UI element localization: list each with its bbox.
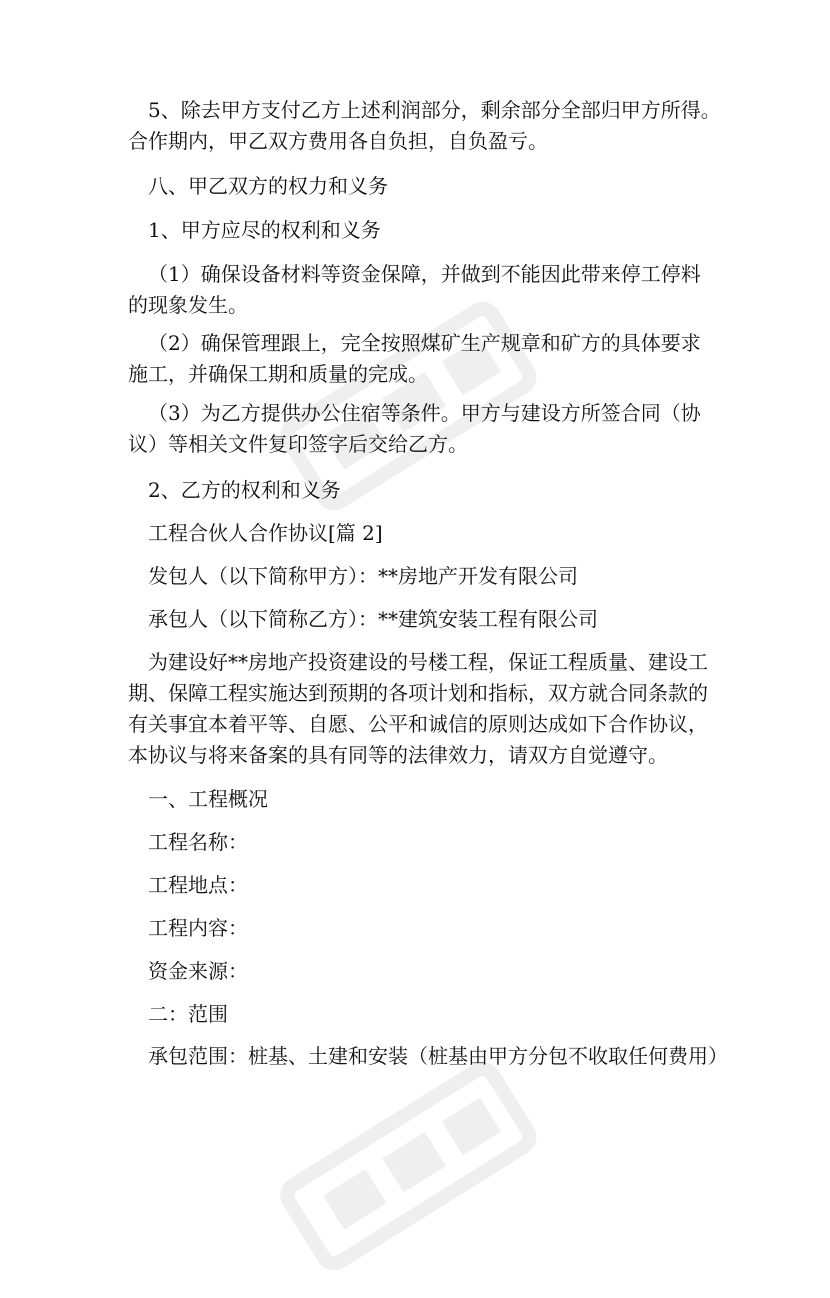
paragraph-line: 合作期内，甲乙双方费用各自负担，自负盈亏。	[128, 129, 548, 153]
field-project-content: 工程内容：	[148, 916, 248, 940]
paragraph-line: （2）确保管理跟上，完全按照煤矿生产规章和矿方的具体要求	[148, 331, 701, 355]
paragraph-item-1	[128, 259, 701, 321]
paragraph-line: 期、保障工程实施达到预期的各项计划和指标，双方就合同条款的	[128, 681, 708, 705]
subsection-heading-party-b: 2、乙方的权利和义务	[148, 478, 341, 502]
section-heading-overview: 一、工程概况	[148, 787, 268, 811]
paragraph-line: （1）确保设备材料等资金保障，并做到不能因此带来停工停料	[148, 262, 701, 286]
watermark-logo-icon	[260, 1033, 560, 1298]
paragraph-line: 的现象发生。	[128, 293, 248, 317]
paragraph-line: 5、除去甲方支付乙方上述利润部分，剩余部分全部归甲方所得。	[148, 98, 721, 122]
paragraph-line: 为建设好**房地产投资建设的号楼工程，保证工程质量、建设工	[148, 650, 708, 674]
paragraph-item-2	[128, 328, 701, 390]
paragraph-line: 有关事宜本着平等、自愿、公平和诚信的原则达成如下合作协议，	[128, 712, 708, 736]
contractor-line: 承包人（以下简称乙方）：**建筑安装工程有限公司	[148, 607, 598, 631]
paragraph-line: （3）为乙方提供办公住宿等条件。甲方与建设方所签合同（协	[148, 401, 701, 425]
field-project-name: 工程名称：	[148, 830, 248, 854]
field-funding-source: 资金来源：	[148, 959, 248, 983]
section-heading-rights-obligations: 八、甲乙双方的权力和义务	[148, 174, 388, 198]
employer-line: 发包人（以下简称甲方）：**房地产开发有限公司	[148, 564, 578, 588]
document-title: 工程合伙人合作协议[篇 2]	[148, 521, 383, 545]
subsection-heading-party-a: 1、甲方应尽的权利和义务	[148, 218, 381, 242]
section-heading-scope: 二：范围	[148, 1002, 228, 1026]
paragraph-line: 本协议与将来备案的具有同等的法律效力，请双方自觉遵守。	[128, 743, 668, 767]
paragraph-profit-remainder	[128, 95, 721, 157]
paragraph-line: 议）等相关文件复印签字后交给乙方。	[128, 432, 468, 456]
paragraph-preamble	[128, 647, 708, 771]
paragraph-item-3	[128, 398, 701, 460]
field-contract-scope: 承包范围：桩基、土建和安装（桩基由甲方分包不收取任何费用）	[148, 1044, 728, 1068]
paragraph-line: 施工，并确保工期和质量的完成。	[128, 362, 428, 386]
field-project-location: 工程地点：	[148, 873, 248, 897]
